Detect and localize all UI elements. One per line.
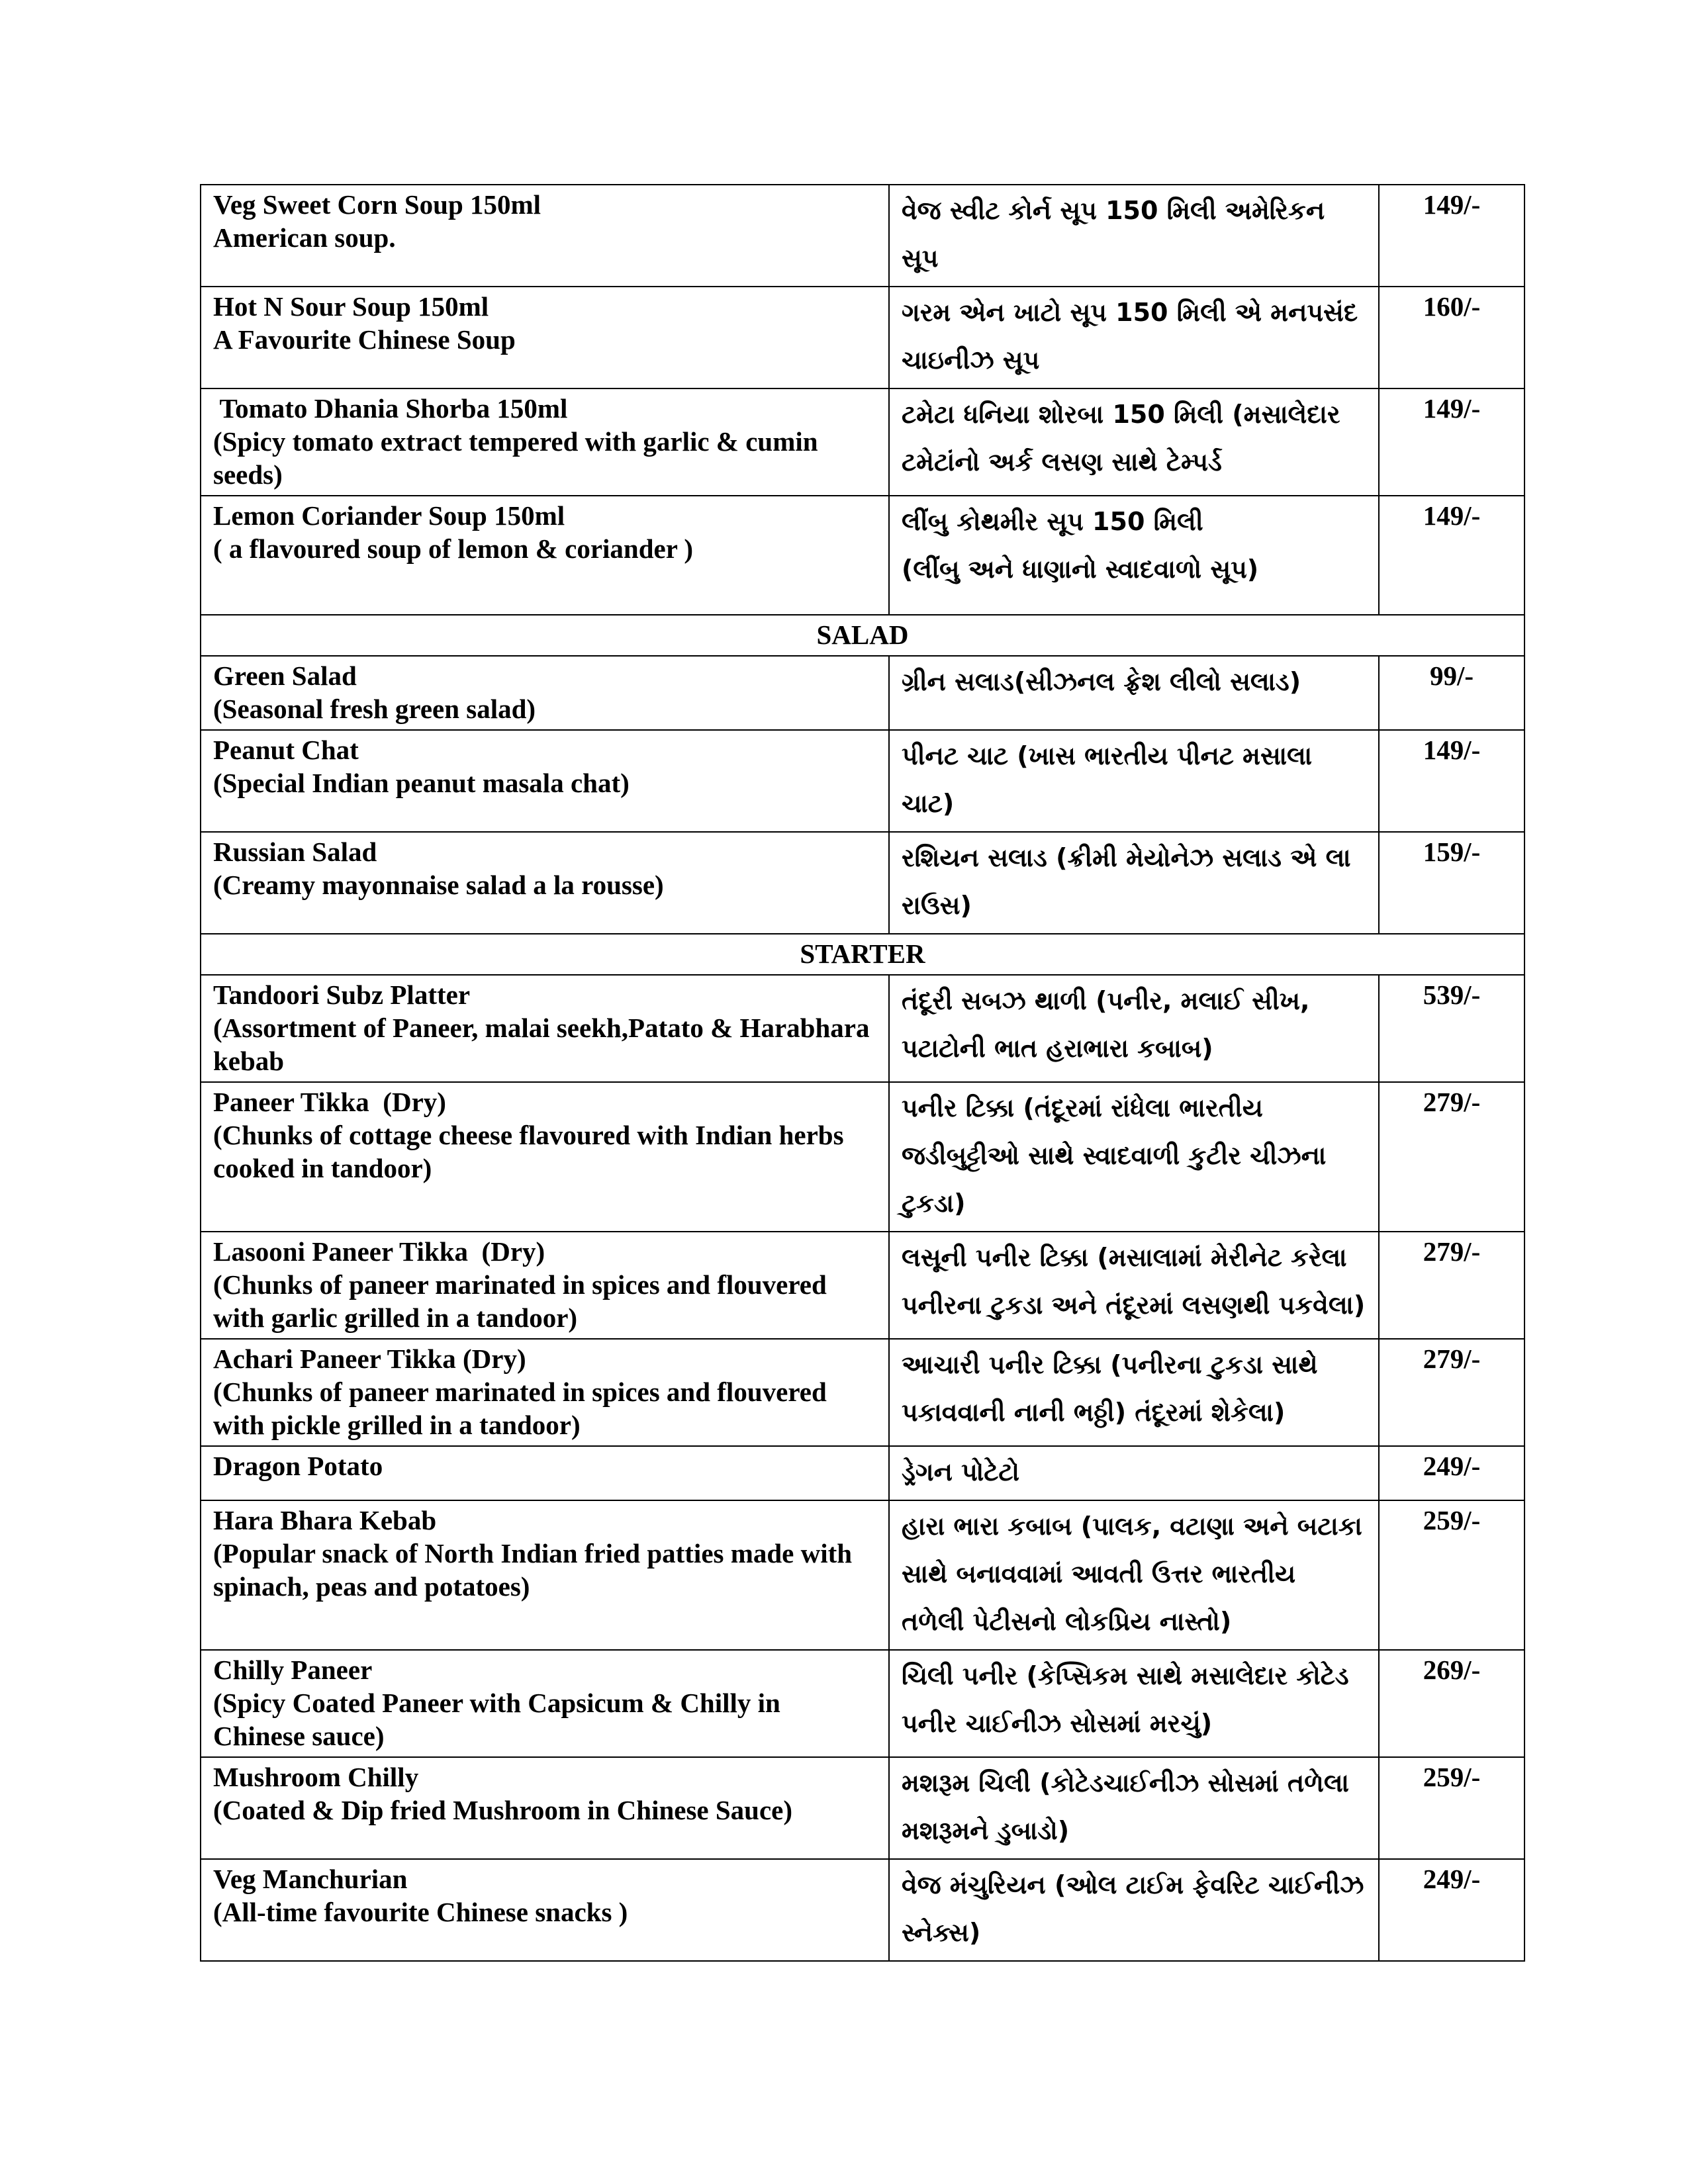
item-description: American soup. xyxy=(213,222,396,253)
item-gujarati-cell: લીંબુ કોથમીર સૂપ 150 મિલી (લીંબુ અને ધાણાનો સ્વાદવાળો સૂપ) xyxy=(889,496,1379,615)
item-price: 249/- xyxy=(1379,1446,1524,1500)
item-name: Veg Sweet Corn Soup 150ml xyxy=(213,189,541,220)
menu-item-row xyxy=(201,1500,1524,1650)
menu-item-row xyxy=(201,975,1524,1082)
item-price: 259/- xyxy=(1379,1500,1524,1650)
item-name: Dragon Potato xyxy=(213,1451,383,1481)
item-description: (Special Indian peanut masala chat) xyxy=(213,768,630,798)
item-english-cell xyxy=(201,388,889,496)
item-name: Tandoori Subz Platter xyxy=(213,979,471,1010)
item-price: 539/- xyxy=(1379,975,1524,1082)
item-price: 160/- xyxy=(1379,287,1524,388)
item-gujarati-cell: પીનટ ચાટ (ખાસ ભારતીય પીનટ મસાલા ચાટ) xyxy=(889,730,1379,832)
item-english-cell xyxy=(201,185,889,287)
section-title: STARTER xyxy=(201,934,1524,975)
item-description: (Creamy mayonnaise salad a la rousse) xyxy=(213,870,664,900)
item-name: Lemon Coriander Soup 150ml xyxy=(213,500,565,531)
section-header-row xyxy=(201,934,1524,975)
item-name: Russian Salad xyxy=(213,837,377,867)
menu-item-row xyxy=(201,1082,1524,1232)
item-english-cell xyxy=(201,1082,889,1232)
menu-table xyxy=(200,184,1525,1962)
item-description: A Favourite Chinese Soup xyxy=(213,324,516,355)
item-english-cell xyxy=(201,975,889,1082)
menu-item-row xyxy=(201,287,1524,388)
item-english-cell xyxy=(201,832,889,934)
item-description: (Spicy Coated Paneer with Capsicum & Chilly in Chinese sauce) xyxy=(213,1688,780,1751)
item-name: Mushroom Chilly xyxy=(213,1762,419,1792)
item-name: Lasooni Paneer Tikka (Dry) xyxy=(213,1236,545,1267)
item-name: Achari Paneer Tikka (Dry) xyxy=(213,1343,526,1374)
item-price: 259/- xyxy=(1379,1757,1524,1859)
item-gujarati-cell: ડ્રેગન પોટેટો xyxy=(889,1446,1379,1500)
item-name: Chilly Paneer xyxy=(213,1655,373,1685)
item-description: (Chunks of paneer marinated in spices and flouvered with garlic grilled in a tandoor) xyxy=(213,1269,827,1333)
item-gujarati-cell: વેજ સ્વીટ કોર્ન સૂપ 150 મિલી અમેરિકન સૂપ xyxy=(889,185,1379,287)
item-gujarati-cell: ચિલી પનીર (કેપ્સિકમ સાથે મસાલેદાર કોટેડ પનીર ચાઈનીઝ સોસમાં મરચું) xyxy=(889,1650,1379,1757)
item-english-cell xyxy=(201,656,889,730)
item-english-cell xyxy=(201,1859,889,1961)
item-description: (All-time favourite Chinese snacks ) xyxy=(213,1897,628,1927)
item-price: 99/- xyxy=(1379,656,1524,730)
item-gujarati-cell: ગ્રીન સલાડ(સીઝનલ ફ્રેશ લીલો સલાડ) xyxy=(889,656,1379,730)
item-description: (Popular snack of North Indian fried patties made with spinach, peas and potatoes) xyxy=(213,1538,853,1602)
menu-item-row xyxy=(201,1446,1524,1500)
item-description: (Coated & Dip fried Mushroom in Chinese Sauce) xyxy=(213,1795,793,1825)
menu-item-row xyxy=(201,496,1524,615)
item-english-cell xyxy=(201,1339,889,1446)
item-english-cell xyxy=(201,1500,889,1650)
item-name: Peanut Chat xyxy=(213,735,359,765)
item-english-cell xyxy=(201,496,889,615)
menu-item-row xyxy=(201,1232,1524,1339)
menu-item-row xyxy=(201,656,1524,730)
menu-item-row xyxy=(201,388,1524,496)
item-gujarati-cell: ટમેટા ધનિયા શોરબા 150 મિલી (મસાલેદાર ટમેટાંનો અર્ક લસણ સાથે ટેમ્પર્ડ xyxy=(889,388,1379,496)
item-english-cell xyxy=(201,1757,889,1859)
item-gujarati-cell: રશિયન સલાડ (ક્રીમી મેયોનેઝ સલાડ એ લા રાઉસ) xyxy=(889,832,1379,934)
menu-item-row xyxy=(201,185,1524,287)
item-description: (Assortment of Paneer, malai seekh,Patato & Harabhara kebab xyxy=(213,1013,870,1076)
item-description: (Chunks of paneer marinated in spices and flouvered with pickle grilled in a tandoor) xyxy=(213,1377,827,1440)
item-gujarati-cell: તંદૂરી સબઝ થાળી (પનીર, મલાઈ સીખ, પટાટોની ભાત હરાભારા કબાબ) xyxy=(889,975,1379,1082)
item-name: Veg Manchurian xyxy=(213,1864,408,1894)
item-price: 149/- xyxy=(1379,185,1524,287)
item-english-cell xyxy=(201,287,889,388)
menu-item-row xyxy=(201,832,1524,934)
item-price: 249/- xyxy=(1379,1859,1524,1961)
menu-item-row xyxy=(201,1650,1524,1757)
item-price: 279/- xyxy=(1379,1082,1524,1232)
item-price: 269/- xyxy=(1379,1650,1524,1757)
item-name: Tomato Dhania Shorba 150ml xyxy=(213,393,568,424)
item-description: ( a flavoured soup of lemon & coriander ) xyxy=(213,533,694,564)
menu-item-row xyxy=(201,1757,1524,1859)
item-name: Paneer Tikka (Dry) xyxy=(213,1087,446,1117)
menu-item-row xyxy=(201,1339,1524,1446)
item-gujarati-cell: વેજ મંચુરિયન (ઓલ ટાઈમ ફેવરિટ ચાઈનીઝ સ્નેક્સ) xyxy=(889,1859,1379,1961)
item-gujarati-cell: લસૂની પનીર ટિક્કા (મસાલામાં મેરીનેટ કરેલા પનીરના ટુકડા અને તંદૂરમાં લસણથી પકવેલા) xyxy=(889,1232,1379,1339)
item-gujarati-cell: મશરૂમ ચિલી (કોટેડચાઈનીઝ સોસમાં તળેલા મશરૂમને ડુબાડો) xyxy=(889,1757,1379,1859)
item-gujarati-cell: આચારી પનીર ટિક્કા (પનીરના ટુકડા સાથે પકાવવાની નાની ભઠ્ઠી) તંદૂરમાં શેકેલા) xyxy=(889,1339,1379,1446)
item-description: (Seasonal fresh green salad) xyxy=(213,694,536,724)
item-price: 159/- xyxy=(1379,832,1524,934)
item-english-cell xyxy=(201,1232,889,1339)
item-name: Hot N Sour Soup 150ml xyxy=(213,291,489,322)
item-english-cell xyxy=(201,1446,889,1500)
item-price: 149/- xyxy=(1379,388,1524,496)
item-english-cell xyxy=(201,730,889,832)
item-gujarati-cell: હારા ભારા કબાબ (પાલક, વટાણા અને બટાકા સાથે બનાવવામાં આવતી ઉત્તર ભારતીય તળેલી પેટીસનો લોકપ્રિય નાસ્તો) xyxy=(889,1500,1379,1650)
item-price: 279/- xyxy=(1379,1232,1524,1339)
menu-item-row xyxy=(201,730,1524,832)
item-gujarati-cell: ગરમ એન ખાટો સૂપ 150 મિલી એ મનપસંદ ચાઇનીઝ સૂપ xyxy=(889,287,1379,388)
item-english-cell xyxy=(201,1650,889,1757)
item-description: (Spicy tomato extract tempered with garlic & cumin seeds) xyxy=(213,426,818,490)
item-price: 149/- xyxy=(1379,496,1524,615)
item-price: 149/- xyxy=(1379,730,1524,832)
section-title: SALAD xyxy=(201,615,1524,656)
item-gujarati-cell: પનીર ટિક્કા (તંદૂરમાં રાંધેલા ભારતીય જડીબુટ્ટીઓ સાથે સ્વાદવાળી કુટીર ચીઝના ટુકડા) xyxy=(889,1082,1379,1232)
menu-item-row xyxy=(201,1859,1524,1961)
item-name: Green Salad xyxy=(213,660,357,691)
item-description: (Chunks of cottage cheese flavoured with Indian herbs cooked in tandoor) xyxy=(213,1120,844,1183)
section-header-row xyxy=(201,615,1524,656)
item-price: 279/- xyxy=(1379,1339,1524,1446)
item-name: Hara Bhara Kebab xyxy=(213,1505,437,1535)
